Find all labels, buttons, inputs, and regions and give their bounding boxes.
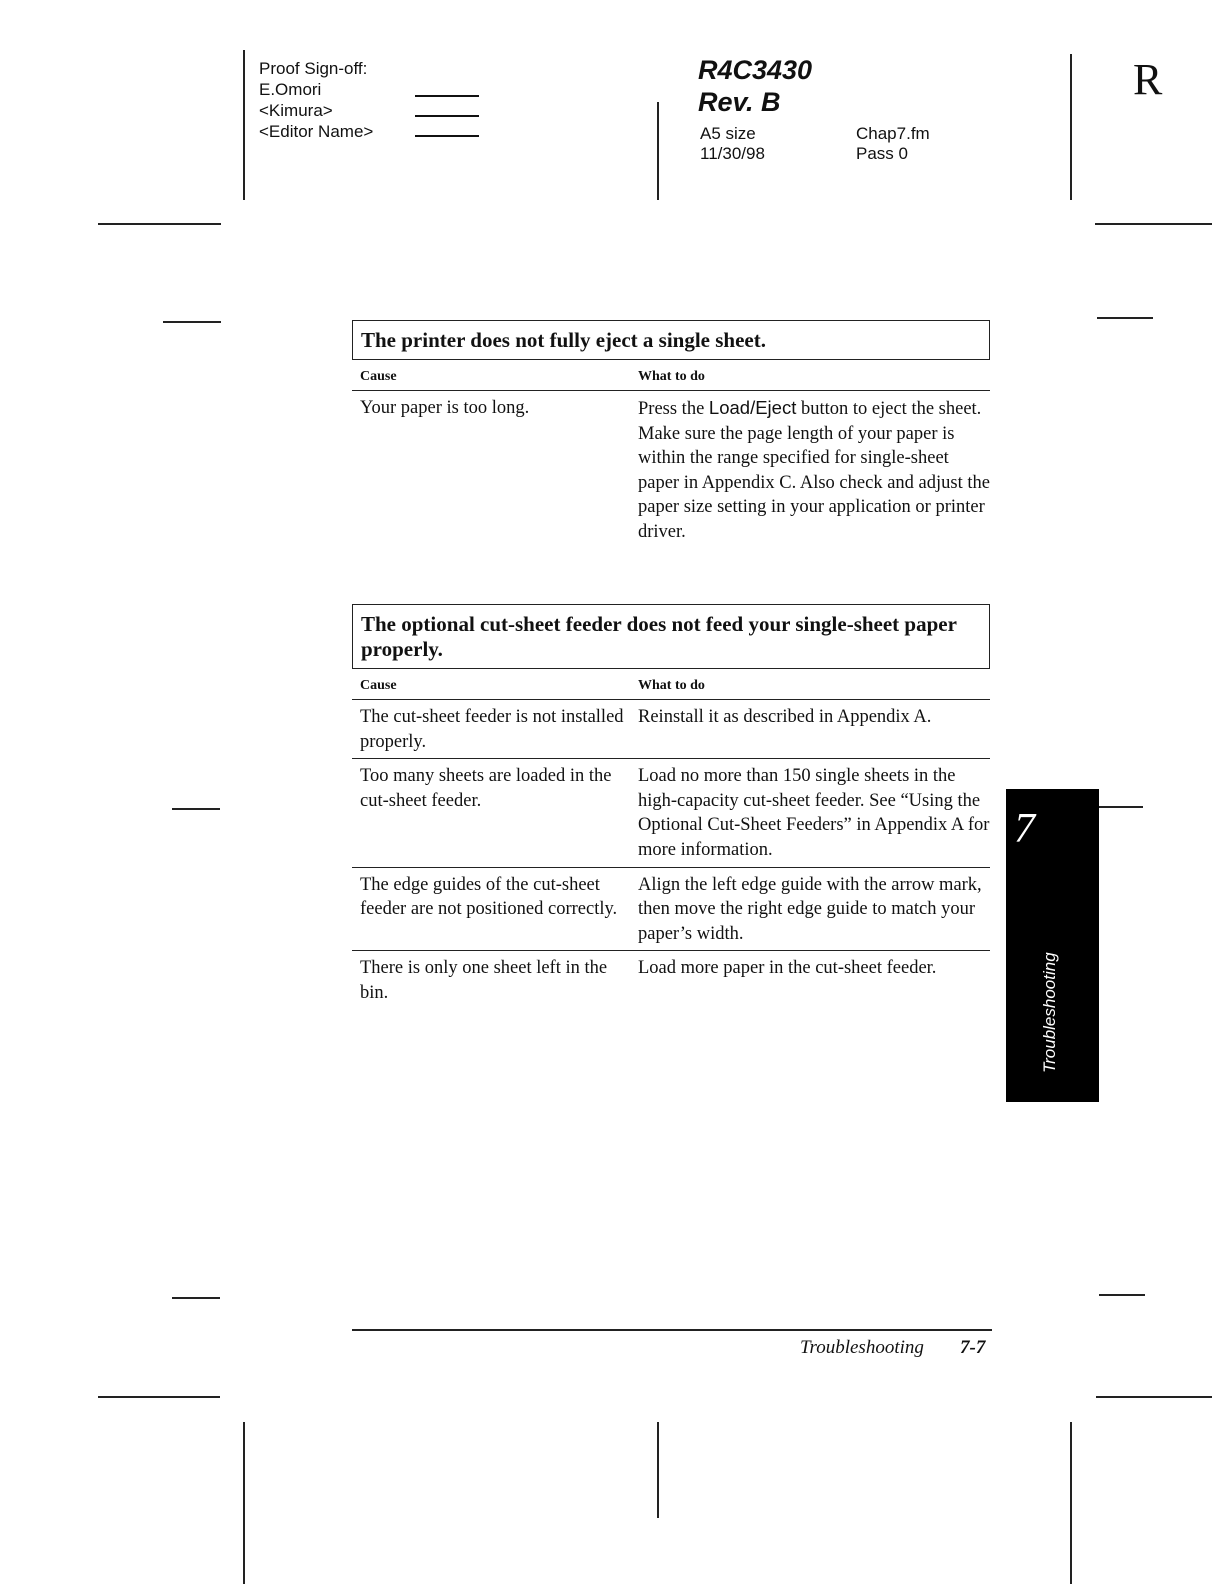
signature-line	[415, 115, 479, 117]
doc-file: Chap7.fm	[856, 124, 930, 143]
action-cell: Reinstall it as described in Appendix A.	[638, 707, 932, 727]
crop-mark	[172, 1297, 220, 1299]
document-id	[698, 54, 812, 118]
table-row	[352, 951, 990, 1009]
footer-rule	[352, 1329, 992, 1331]
cause-cell: Your paper is too long.	[360, 398, 530, 418]
section-title: The optional cut-sheet feeder does not feed your single-sheet paper properly.	[352, 604, 990, 669]
signoff-name: <Editor Name>	[259, 122, 374, 141]
crop-mark	[1070, 54, 1072, 200]
action-text: Press the	[638, 399, 709, 419]
cause-cell: The cut-sheet feeder is not installed properly.	[360, 707, 624, 752]
crop-mark	[657, 102, 659, 200]
corner-mark: R	[1133, 55, 1163, 104]
crop-mark	[243, 50, 245, 200]
col-cause: Cause	[360, 678, 397, 693]
signoff-name: E.Omori	[259, 80, 322, 99]
proof-signoff	[259, 58, 373, 142]
crop-mark	[1099, 806, 1143, 808]
crop-mark	[172, 808, 220, 810]
table-row	[352, 759, 990, 867]
page-number: 7-7	[960, 1337, 986, 1358]
chapter-number: 7	[1014, 806, 1035, 852]
crop-mark	[1070, 1422, 1072, 1584]
col-action: What to do	[638, 678, 705, 693]
crop-mark	[98, 223, 221, 225]
crop-mark	[657, 1422, 659, 1518]
doc-date: 11/30/98	[700, 144, 765, 163]
col-cause: Cause	[360, 369, 397, 384]
crop-mark	[1095, 223, 1212, 225]
doc-pass: Pass 0	[856, 144, 908, 163]
section-title: The printer does not fully eject a single sheet.	[352, 320, 990, 360]
crop-mark	[1099, 1294, 1145, 1296]
signature-line	[415, 95, 479, 97]
table-header	[352, 669, 990, 700]
troubleshoot-section	[352, 604, 990, 1010]
action-cell: Load no more than 150 single sheets in the high-capacity cut-sheet feeder. See “Using the Optional Cut-Sheet Feeders” in Appendix A for more information.	[638, 766, 990, 860]
cause-cell: Too many sheets are loaded in the cut-sheet feeder.	[360, 766, 612, 811]
troubleshoot-section	[352, 320, 990, 549]
signoff-name: <Kimura>	[259, 101, 333, 120]
action-cell: Load more paper in the cut-sheet feeder.	[638, 958, 937, 979]
load-eject-button-name: Load/Eject	[708, 397, 797, 418]
col-action: What to do	[638, 369, 705, 384]
footer-chapter: Troubleshooting	[800, 1337, 924, 1358]
doc-revision: Rev. B	[698, 87, 781, 117]
action-cell	[631, 396, 990, 545]
crop-mark	[243, 1422, 245, 1584]
action-cell: Align the left edge guide with the arrow mark, then move the right edge guide to match your paper’s width.	[638, 874, 982, 944]
action-text: button to eject the sheet. Make sure the page length of your paper is within the range specified for single-sheet paper in Appendix C. Also check and adjust the paper size setting in your application or printer driver.	[638, 399, 990, 542]
crop-mark	[1097, 317, 1153, 319]
table-row	[352, 700, 990, 759]
cause-cell: The edge guides of the cut-sheet feeder are not positioned correctly.	[360, 874, 618, 920]
crop-mark	[1096, 1396, 1212, 1398]
table-row	[352, 868, 990, 952]
signoff-label: Proof Sign-off:	[259, 59, 368, 78]
doc-code: R4C3430	[698, 55, 813, 85]
cause-cell: There is only one sheet left in the bin.	[360, 958, 608, 1003]
crop-mark	[98, 1396, 220, 1398]
chapter-tab-label: Troubleshooting	[1040, 952, 1059, 1073]
doc-size: A5 size	[700, 124, 756, 143]
table-header	[352, 360, 990, 391]
signature-line	[415, 135, 479, 137]
table-row	[352, 391, 990, 549]
crop-mark	[163, 321, 221, 323]
